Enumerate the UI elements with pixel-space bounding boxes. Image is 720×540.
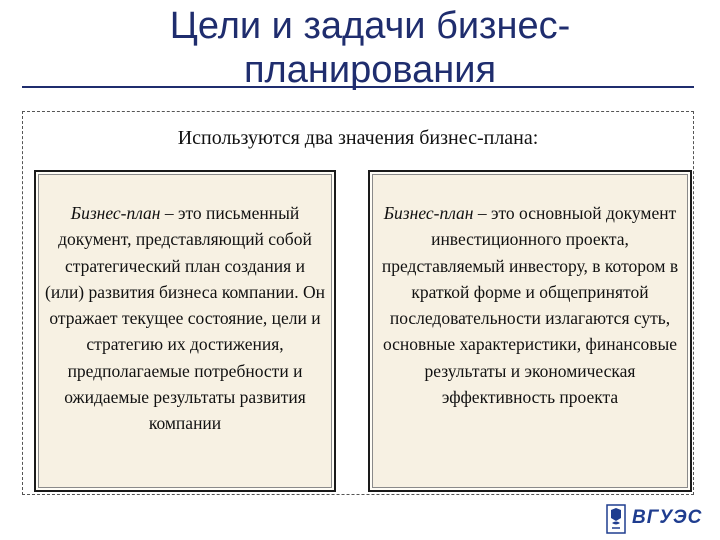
logo-text: ВГУЭС (632, 507, 703, 528)
title-underline (22, 86, 694, 88)
university-logo (606, 504, 706, 534)
logo-emblem-icon (606, 504, 626, 534)
definition-text: – это письменный документ, представляющий собой стратегический план создания и (или) развития бизнеса компании. Он отражает текущее состояние, цели и стратегию их достижения, предполагаемые потребности и ожидаемые результаты развития компании (45, 203, 325, 434)
definition-text: – это основныой документ инвестиционного проекта, представляемый инвестору, в котором в краткой форме и общепринятой последовательности излагаются суть, основные характеристики, финансовые результаты и экономическая эффективность проекта (381, 203, 679, 408)
definition-term: Бизнес-план (383, 203, 474, 223)
slide-title-line1: Цели и задачи бизнес- (169, 5, 571, 47)
definition-card-left (34, 170, 336, 492)
slide-title (90, 4, 650, 92)
intro-text: Используются два значения бизнес-плана: (177, 127, 539, 149)
slide-title-line2: планирования (243, 49, 497, 91)
definition-card-right (368, 170, 692, 492)
definition-term: Бизнес-план (70, 203, 161, 223)
